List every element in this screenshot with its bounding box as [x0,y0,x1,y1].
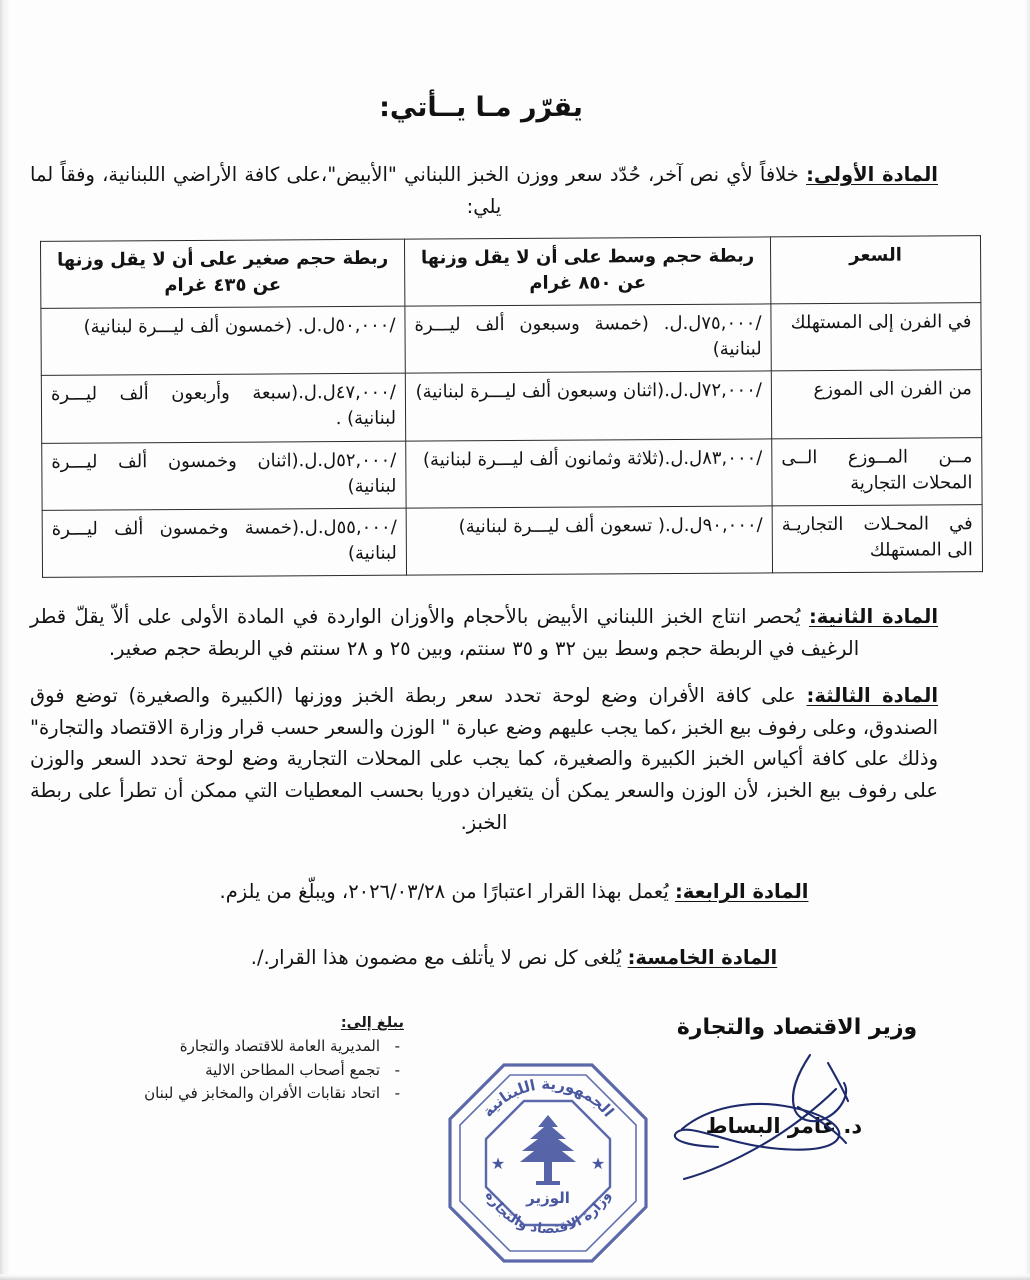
official-seal-stamp [442,1057,654,1269]
seal-star-right-icon: ★ [590,1154,606,1174]
seal-top-text: الجمهورية اللبنانية [478,1075,618,1121]
table-row [42,505,982,578]
article-one-body: خلافاً لأي نص آخر، حُدّد سعر ووزن الخبز اللبناني "الأبيض"،على كافة الأراضي اللبنانية، وفقاً لما يلي: [30,163,807,218]
seal-star-left-icon: ★ [490,1154,506,1174]
handwritten-signature-icon [622,1033,952,1183]
column-header-price-stage: السعر [770,236,980,304]
circulation-list-block [104,1015,404,1105]
article-one-lead: المادة الأولى: [806,163,938,186]
article-five [18,942,1004,974]
article-five-text [78,942,1004,974]
row-label-oven-to-consumer: في الفرن إلى المستهلك [770,303,980,371]
column-header-medium-bundle: ربطة حجم وسط على أن لا يقل وزنها عن ٨٥٠ غرام [404,237,770,306]
document-content [0,92,1030,1280]
article-two-lead: المادة الثانية: [808,605,939,629]
price-small-oven-to-distributor: /٤٧,٠٠٠ل.ل.(سبعة وأربعون ألف ليـــرة لبنانية) . [41,374,405,443]
list-item: - تجمع أصحاب المطاحن الالية [104,1059,404,1082]
article-two-body: يُحصر انتاج الخبز اللبناني الأبيض بالأحجام والأوزان الواردة في المادة الأولى على ألاّ يقلّ قطر الرغيف في الربطة حجم وسط بين ٣٢ و ٣٥ سنتم، وبين ٢٥ و ٢٨ سنتم في الربطة حجم صغير. [30,605,860,660]
article-five-body: يُلغى كل نص لا يأتلف مع مضمون هذا القرار./. [250,945,628,969]
row-label-shops-to-consumer: في المحـلات التجاريـة الى المستهلك [772,505,982,573]
article-one [18,159,1004,222]
article-one-text [18,159,1004,222]
article-five-lead: المادة الخامسة: [627,945,778,969]
price-medium-shops-to-consumer: /٩٠,٠٠٠ل.ل.( تسعون ألف ليـــرة لبنانية) [406,506,772,575]
table-row [41,437,981,510]
signatory-name: د. عامر البساط [705,1114,863,1139]
price-small-shops-to-consumer: /٥٥,٠٠٠ل.ل.(خمسة وخمسون ألف ليـــرة لبنانية) [42,508,406,577]
price-table [39,235,982,578]
article-three-text [18,680,1004,838]
seal-center-text: الوزير [526,1189,570,1208]
article-four [18,876,1004,908]
article-two-text [18,601,1004,664]
circulation-items [104,1035,404,1105]
signature-block [632,1015,962,1138]
seal-bottom-text: وزارة الاقتصاد والتجارة [481,1188,615,1238]
row-label-distributor-to-shops: مــن المــوزع الــى المحلات التجارية [771,437,981,505]
document-footer [18,1015,1004,1280]
price-table-header-row [40,236,980,309]
price-small-oven-to-consumer: /٥٠,٠٠٠ل.ل. (خمسون ألف ليـــرة لبنانية) [40,306,404,375]
table-row [41,370,981,443]
article-two [18,601,1004,664]
row-label-oven-to-distributor: من الفرن الى الموزع [771,370,981,438]
decree-title: يقرّر مـا يــأتي: [379,92,583,123]
list-item: - اتحاد نقابات الأفران والمخابز في لبنان [104,1082,404,1105]
price-medium-distributor-to-shops: /٨٣,٠٠٠ل.ل.(ثلاثة وثمانون ألف ليـــرة لبنانية) [405,439,771,508]
list-item: - المديرية العامة للاقتصاد والتجارة [104,1035,404,1058]
table-row [40,303,980,376]
article-four-text [78,876,1004,908]
signatory-title: وزير الاقتصاد والتجارة [676,1015,918,1041]
article-three [18,680,1004,838]
article-three-body: على كافة الأفران وضع لوحة تحدد سعر ربطة الخبز ووزنها (الكبيرة والصغيرة) توضع فوق الصندوق، وعلى رفوف بيع الخبز ،كما يجب عليهم وضع عبارة " الوزن والسعر حسب قرار وزارة الاقتصاد والتجارة" وذلك على كافة أكياس الخبز الكبيرة والصغيرة، كما يجب على المحلات التجارية وضع لوحة تحدد السعر والوزن على رفوف بيع الخبز، لأن الوزن والسعر يمكن أن يتغيران دوريا بحسب المعطيات التي ممكن أن تطرأ على ربطة الخبز. [30,684,938,834]
cedar-tree-icon [520,1115,576,1185]
article-four-body: يُعمل بهذا القرار اعتبارًا من ٢٠٢٦/٠٣/٢٨، ويبلّغ من يلزم. [219,880,675,904]
circulation-title: يبلغ إلى: [340,1015,404,1032]
column-header-small-bundle: ربطة حجم صغير على أن لا يقل وزنها عن ٤٣٥ غرام [40,239,404,308]
article-three-lead: المادة الثالثة: [806,684,939,708]
price-medium-oven-to-consumer: /٧٥,٠٠٠ل.ل. (خمسة وسبعون ألف ليـــرة لبنانية) [404,304,770,373]
price-medium-oven-to-distributor: /٧٢,٠٠٠ل.ل.(اثنان وسبعون ألف ليـــرة لبنانية) [405,371,771,440]
price-small-distributor-to-shops: /٥٢,٠٠٠ل.ل.(اثنان وخمسون ألف ليـــرة لبنانية) [41,441,405,510]
article-four-lead: المادة الرابعة: [674,880,809,904]
svg-text:الجمهورية اللبنانية [479,1075,618,1121]
